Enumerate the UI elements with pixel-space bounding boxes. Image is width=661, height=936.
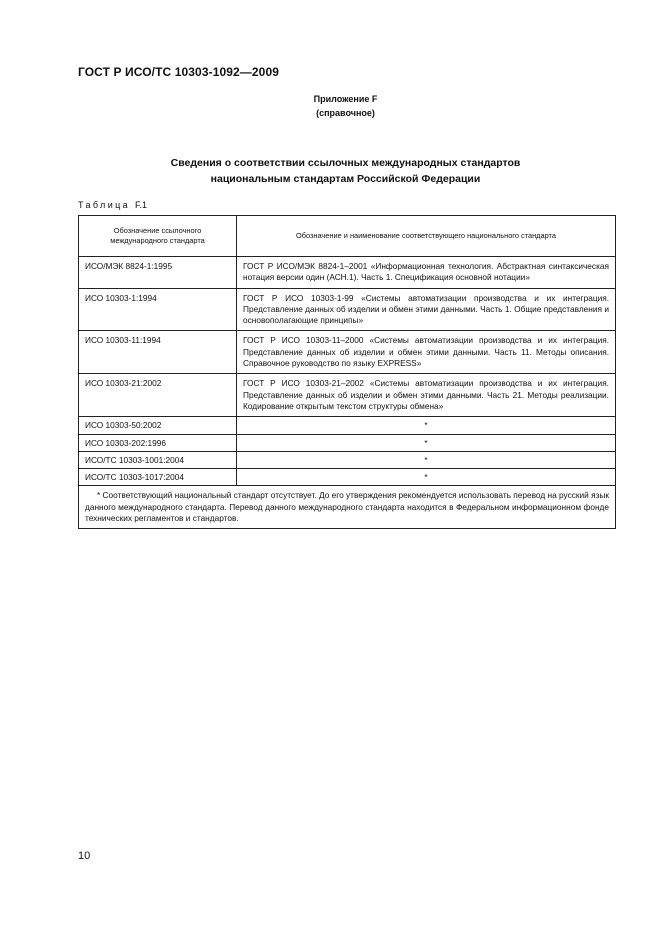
table-row [79,288,616,331]
appendix-type: (справочное) [316,108,375,118]
table-label [78,200,147,210]
table-row [79,331,616,374]
national-standard-cell: * [237,434,616,451]
table-row [79,469,616,486]
national-standard-cell: * [237,451,616,468]
international-standard-cell: ИСО/ТС 10303-1017:2004 [79,469,237,486]
column-header-national: Обозначение и наименование соответствующего национального стандарта [237,216,616,257]
table-row [79,374,616,417]
international-standard-cell: ИСО/ТС 10303-1001:2004 [79,451,237,468]
column-header-international: Обозначение ссылочного международного стандарта [79,216,237,257]
international-standard-cell: ИСО 10303-21:2002 [79,374,237,417]
appendix-title: Приложение F [313,94,378,104]
standards-table [78,215,616,529]
table-row [79,257,616,289]
section-title-line-1: Сведения о соответствии ссылочных международных стандартов [170,157,521,169]
international-standard-cell: ИСО 10303-202:1996 [79,434,237,451]
table-label-word: Таблица [78,200,131,210]
page-number: 10 [78,850,91,862]
table-row [79,451,616,468]
national-standard-cell: ГОСТ Р ИСО 10303-21–2002 «Системы автоматизации производства и их интеграция. Представление данных об изделии и обмен этими данными. Часть 21. Методы реализации. Кодирование открытым текстом структуры обмена» [237,374,616,417]
table-label-number: F.1 [135,200,148,210]
national-standard-cell: ГОСТ Р ИСО 10303-1-99 «Системы автоматизации производства и их интеграция. Представление данных об изделии и обмен этими данными. Часть 1. Общие представления и основополагающие принципы» [237,288,616,331]
national-standard-cell: * [237,417,616,434]
international-standard-cell: ИСО 10303-50:2002 [79,417,237,434]
national-standard-cell: ГОСТ Р ИСО/МЭК 8824-1–2001 «Информационная технология. Абстрактная синтаксическая нотация версии один (АСН.1). Часть 1. Спецификация основной нотации» [237,257,616,289]
table-row [79,434,616,451]
international-standard-cell: ИСО 10303-1:1994 [79,288,237,331]
section-title-line-2: национальным стандартам Российской Федерации [210,173,481,185]
section-title [0,155,661,187]
international-standard-cell: ИСО 10303-11:1994 [79,331,237,374]
table-row [79,417,616,434]
appendix-heading [0,92,661,120]
document-header: ГОСТ Р ИСО/ТС 10303-1092—2009 [78,65,279,79]
table-header-row [79,216,616,257]
national-standard-cell: ГОСТ Р ИСО 10303-11–2000 «Системы автоматизации производства и их интеграция. Представление данных об изделии и обмен этими данными. Часть 11. Методы описания. Справочное руководство по языку EXPRESS» [237,331,616,374]
national-standard-cell: * [237,469,616,486]
table-footnote-row [79,486,616,529]
international-standard-cell: ИСО/МЭК 8824-1:1995 [79,257,237,289]
table-footnote: * Соответствующий национальный стандарт отсутствует. До его утверждения рекомендуется использовать перевод на русский язык данного международного стандарта. Перевод данного международного стандарта находится в Федеральном информационном фонде технических регламентов и стандартов. [79,486,616,529]
